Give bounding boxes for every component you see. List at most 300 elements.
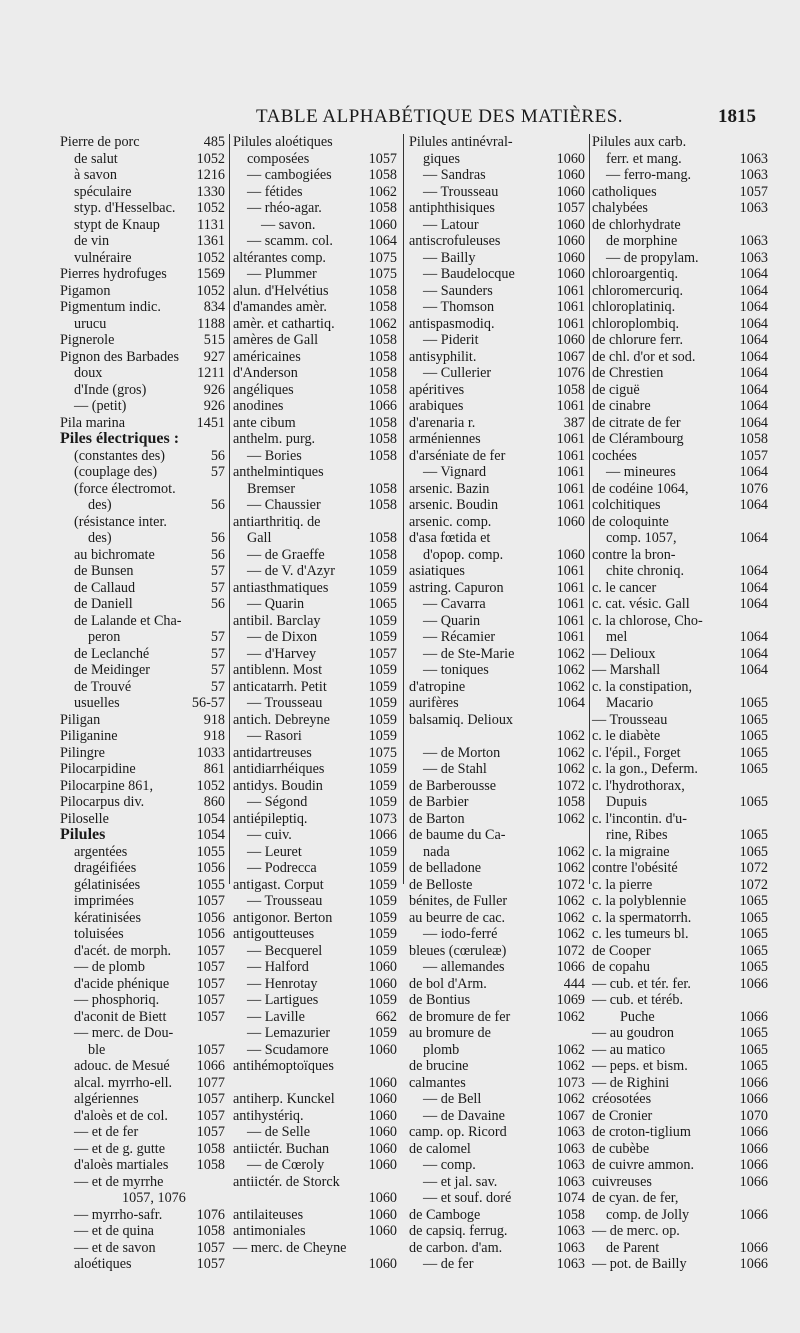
- index-entry: [60, 448, 225, 465]
- index-entry: [60, 530, 225, 547]
- entry-term: anticatarrh. Petit: [233, 678, 327, 695]
- entry-term: c. cat. vésic. Gall: [592, 596, 690, 612]
- index-entry: [409, 1240, 585, 1257]
- entry-term: Pilules aux carb.: [592, 134, 687, 150]
- index-entry: [60, 464, 225, 481]
- index-entry: [592, 332, 768, 349]
- index-entry: [60, 1075, 225, 1092]
- entry-term: bénites, de Fuller: [409, 893, 508, 909]
- entry-term: astring. Capuron: [409, 579, 504, 596]
- index-entry: [592, 316, 768, 333]
- entry-page-ref: 1057: [196, 975, 225, 992]
- entry-term: calmantes: [409, 1074, 466, 1091]
- entry-term: (couplage des): [74, 464, 158, 480]
- entry-page-ref: 1073: [368, 810, 397, 827]
- entry-term: de Barberousse: [409, 777, 497, 794]
- index-entry: [60, 1256, 225, 1273]
- entry-term: de Meidinger: [74, 662, 151, 678]
- index-entry: [60, 778, 225, 795]
- index-entry: [409, 745, 585, 762]
- index-entry: [592, 926, 768, 943]
- entry-term: arméniennes: [409, 431, 481, 447]
- entry-page-ref: 1061: [556, 579, 585, 596]
- entry-term: de Daniell: [74, 596, 133, 612]
- entry-page-ref: 1064: [556, 695, 585, 711]
- index-column-1: [60, 134, 225, 1273]
- index-entry: [592, 745, 768, 762]
- entry-page-ref: 1054: [196, 827, 225, 843]
- entry-page-ref: 926: [203, 398, 225, 414]
- entry-term: d'asa fœtida et: [409, 530, 491, 546]
- entry-term: c. la chlorose, Cho-: [592, 612, 703, 629]
- entry-term: de carbon. d'am.: [409, 1239, 503, 1256]
- index-entry: [409, 646, 585, 663]
- entry-term: Piles électriques :: [60, 430, 180, 447]
- entry-term: — de Righini: [592, 1074, 670, 1091]
- entry-page-ref: 1060: [556, 150, 585, 167]
- index-entry: [233, 382, 397, 399]
- entry-page-ref: 1059: [368, 612, 397, 629]
- entry-page-ref: 1060: [368, 216, 397, 233]
- entry-term: Pilocarpus div.: [60, 794, 145, 810]
- index-entry: [233, 431, 397, 448]
- index-entry: [409, 893, 585, 910]
- index-entry: [592, 662, 768, 679]
- entry-page-ref: 1058: [556, 381, 585, 398]
- entry-page-ref: 1061: [556, 480, 585, 497]
- column-divider: [403, 134, 404, 884]
- index-entry: [60, 877, 225, 894]
- entry-page-ref: 1063: [556, 1239, 585, 1256]
- entry-term: Pilocarpidine: [60, 761, 136, 777]
- entry-page-ref: 1064: [739, 645, 768, 662]
- entry-term: — de Davaine: [423, 1107, 505, 1124]
- entry-page-ref: 56: [210, 447, 225, 464]
- entry-term: antigast. Corput: [233, 876, 324, 893]
- index-entry: [60, 1141, 225, 1158]
- entry-page-ref: 1061: [556, 596, 585, 612]
- entry-page-ref: 1211: [197, 365, 225, 381]
- entry-term: — de fer: [423, 1256, 474, 1272]
- entry-term: — cambogiées: [247, 167, 332, 183]
- entry-term: de chlorhydrate: [592, 216, 681, 233]
- index-entry: [592, 959, 768, 976]
- index-entry: [409, 877, 585, 894]
- entry-term: de Callaud: [74, 579, 136, 596]
- entry-term: arabiques: [409, 398, 464, 414]
- entry-page-ref: 1062: [556, 1058, 585, 1074]
- entry-page-ref: 1058: [368, 200, 397, 216]
- entry-page-ref: 1065: [739, 942, 768, 959]
- entry-term: Dupuis: [606, 794, 647, 810]
- entry-page-ref: 1062: [556, 926, 585, 942]
- index-entry: [60, 547, 225, 564]
- index-entry: [233, 134, 397, 151]
- entry-page-ref: 1072: [556, 777, 585, 794]
- entry-term: — phosphoriq.: [74, 992, 160, 1008]
- index-entry: [592, 497, 768, 514]
- index-entry: [592, 1042, 768, 1059]
- index-entry: [592, 976, 768, 993]
- entry-term: arsenic. Bazin: [409, 480, 490, 497]
- index-entry: [592, 1124, 768, 1141]
- entry-page-ref: 1062: [556, 744, 585, 761]
- entry-term: aloétiques: [74, 1256, 132, 1272]
- entry-term: alcal. myrrho-ell.: [74, 1074, 173, 1091]
- entry-page-ref: 1059: [368, 678, 397, 695]
- entry-page-ref: 1064: [739, 530, 768, 546]
- entry-term: antidys. Boudin: [233, 777, 323, 794]
- index-entry: [592, 992, 768, 1009]
- index-entry: [592, 151, 768, 168]
- entry-page-ref: 861: [203, 761, 225, 777]
- entry-term: — de Dixon: [247, 629, 318, 645]
- index-entry: [60, 233, 225, 250]
- entry-page-ref: 1064: [739, 579, 768, 596]
- entry-page-ref: 1062: [556, 810, 585, 827]
- entry-page-ref: 57: [210, 579, 225, 596]
- entry-term: styp. d'Hesselbac.: [74, 200, 176, 216]
- entry-page-ref: 1073: [556, 1074, 585, 1091]
- entry-page-ref: 57: [210, 662, 225, 678]
- entry-page-ref: 56: [210, 596, 225, 612]
- index-entry: [233, 596, 397, 613]
- entry-term: c. le diabète: [592, 728, 661, 744]
- entry-page-ref: 1060: [368, 1190, 397, 1206]
- entry-term: de bromure de fer: [409, 1008, 511, 1025]
- entry-term: — et de myrrhe: [74, 1173, 164, 1190]
- entry-term: de belladone: [409, 860, 482, 876]
- index-entry: [409, 860, 585, 877]
- index-entry: [592, 646, 768, 663]
- index-entry: [409, 200, 585, 217]
- entry-term: apéritives: [409, 381, 465, 398]
- entry-page-ref: 1060: [368, 1091, 397, 1107]
- index-entry: [233, 250, 397, 267]
- index-entry: [592, 613, 768, 630]
- index-entry: [60, 596, 225, 613]
- entry-term: — de plomb: [74, 959, 145, 975]
- index-entry: [60, 794, 225, 811]
- entry-term: — Récamier: [423, 629, 496, 645]
- entry-term: (force électromot.: [74, 480, 176, 497]
- index-entry: [60, 1108, 225, 1125]
- entry-term: c. l'hydrothorax,: [592, 777, 685, 794]
- entry-page-ref: 1059: [368, 629, 397, 645]
- entry-term: antiasthmatiques: [233, 579, 329, 596]
- index-entry: [592, 794, 768, 811]
- entry-term: — de merc. op.: [592, 1223, 680, 1239]
- entry-page-ref: 1062: [556, 1041, 585, 1058]
- entry-term: de capsiq. ferrug.: [409, 1223, 508, 1239]
- entry-term: antiphthisiques: [409, 200, 495, 216]
- entry-page-ref: 1059: [368, 563, 397, 579]
- index-entry: [233, 349, 397, 366]
- entry-page-ref: 1057: [196, 992, 225, 1008]
- entry-term: — et de quina: [74, 1223, 154, 1239]
- index-entry: [233, 481, 397, 498]
- index-entry: [592, 778, 768, 795]
- entry-page-ref: 1064: [739, 662, 768, 678]
- index-entry: [233, 844, 397, 861]
- entry-page-ref: 387: [563, 414, 585, 431]
- index-entry: [409, 1075, 585, 1092]
- entry-term: — cub. et téréb.: [592, 992, 683, 1008]
- entry-term: cuivreuses: [592, 1173, 652, 1190]
- entry-term: antidiarrhéiques: [233, 761, 325, 777]
- entry-term: comp. de Jolly: [606, 1206, 690, 1223]
- entry-term: de Clérambourg: [592, 431, 684, 447]
- entry-term: usuelles: [74, 695, 120, 711]
- index-entry: [60, 1042, 225, 1059]
- entry-page-ref: 1059: [368, 860, 397, 876]
- entry-term: de morphine: [606, 233, 678, 249]
- entry-term: — merc. de Dou-: [74, 1025, 174, 1041]
- index-entry: [233, 745, 397, 762]
- index-entry: [592, 695, 768, 712]
- index-entry: [60, 1240, 225, 1257]
- entry-term: stypt de Knaup: [74, 216, 160, 233]
- index-entry: [233, 1141, 397, 1158]
- entry-term: — pot. de Bailly: [592, 1256, 687, 1272]
- entry-page-ref: 1064: [368, 233, 397, 249]
- entry-page-ref: 1061: [556, 315, 585, 332]
- entry-page-ref: 1064: [739, 365, 768, 381]
- entry-term: — de Selle: [247, 1124, 311, 1140]
- entry-term: Piloselle: [60, 810, 109, 827]
- entry-page-ref: 1060: [556, 183, 585, 200]
- index-entry: [409, 1091, 585, 1108]
- entry-page-ref: 1065: [368, 596, 397, 612]
- entry-term: imprimées: [74, 893, 134, 909]
- index-entry: [233, 712, 397, 729]
- index-entry: [60, 250, 225, 267]
- index-entry: [592, 877, 768, 894]
- entry-page-ref: 1062: [556, 1091, 585, 1107]
- entry-term: — de Cœroly: [247, 1157, 325, 1173]
- entry-page-ref: 1062: [368, 183, 397, 200]
- entry-term: Pila marina: [60, 414, 126, 431]
- index-entry: [592, 448, 768, 465]
- index-entry: [592, 943, 768, 960]
- entry-term: de vin: [74, 233, 110, 249]
- index-entry: [60, 398, 225, 415]
- index-entry: [60, 151, 225, 168]
- entry-term: anthelm. purg.: [233, 431, 316, 447]
- index-entry: [60, 563, 225, 580]
- entry-page-ref: 1056: [196, 926, 225, 942]
- entry-page-ref: 1052: [196, 777, 225, 794]
- entry-term: Pilules aloétiques: [233, 134, 333, 150]
- index-entry: [592, 728, 768, 745]
- index-entry: [409, 514, 585, 531]
- entry-page-ref: 1076: [739, 480, 768, 497]
- index-entry: [60, 266, 225, 283]
- entry-page-ref: 1061: [556, 629, 585, 645]
- entry-page-ref: 1057: [196, 959, 225, 975]
- entry-page-ref: 1060: [556, 513, 585, 530]
- entry-page-ref: 1065: [739, 1058, 768, 1074]
- entry-term: chloroplombiq.: [592, 315, 680, 332]
- entry-page-ref: 1055: [196, 876, 225, 893]
- entry-term: Pigmentum indic.: [60, 299, 161, 315]
- entry-page-ref: 1069: [556, 992, 585, 1008]
- index-entry: [233, 1091, 397, 1108]
- entry-page-ref: 1057: [196, 1041, 225, 1058]
- entry-term: — Piderit: [423, 332, 479, 348]
- entry-term: — ferro-mang.: [606, 167, 692, 183]
- entry-page-ref: 1064: [739, 596, 768, 612]
- entry-page-ref: 1056: [196, 860, 225, 876]
- index-entry: [233, 398, 397, 415]
- index-entry: [233, 547, 397, 564]
- entry-term: mel: [606, 629, 628, 645]
- index-entry: [60, 745, 225, 762]
- entry-page-ref: 1065: [739, 744, 768, 761]
- entry-term: Puche: [620, 1008, 655, 1025]
- entry-term: — cuiv.: [247, 827, 292, 843]
- entry-term: de Barbier: [409, 794, 469, 810]
- entry-term: de chlorure ferr.: [592, 332, 683, 348]
- index-entry: [409, 167, 585, 184]
- index-entry: [592, 580, 768, 597]
- index-entry: [409, 695, 585, 712]
- index-entry: [409, 497, 585, 514]
- entry-page-ref: 1066: [556, 959, 585, 975]
- index-entry: [409, 926, 585, 943]
- entry-term: de Cooper: [592, 942, 651, 959]
- entry-page-ref: 1058: [556, 794, 585, 810]
- index-entry: [233, 976, 397, 993]
- entry-page-ref: 1059: [368, 695, 397, 711]
- index-entry: [592, 1091, 768, 1108]
- entry-term: ble: [88, 1041, 106, 1058]
- entry-term: c. la pierre: [592, 876, 653, 893]
- column-divider: [229, 134, 230, 884]
- index-entry: [233, 580, 397, 597]
- entry-page-ref: 1064: [739, 332, 768, 348]
- entry-term: catholiques: [592, 183, 657, 200]
- index-entry: [233, 514, 397, 531]
- entry-term: des): [88, 497, 112, 513]
- entry-term: antiictér. de Storck: [233, 1173, 340, 1190]
- index-entry: [60, 679, 225, 696]
- entry-page-ref: 1057: [196, 893, 225, 909]
- index-entry: [233, 910, 397, 927]
- entry-page-ref: 1052: [196, 150, 225, 167]
- entry-term: (constantes des): [74, 447, 166, 464]
- entry-page-ref: 1058: [368, 480, 397, 497]
- index-entry: [592, 1240, 768, 1257]
- entry-term: — Plummer: [247, 266, 317, 282]
- entry-page-ref: 1062: [368, 315, 397, 332]
- entry-term: dragéifiées: [74, 860, 137, 876]
- index-entry: [409, 1025, 585, 1042]
- index-entry: [233, 464, 397, 481]
- index-entry: [409, 151, 585, 168]
- index-entry: [60, 200, 225, 217]
- index-entry: [233, 299, 397, 316]
- entry-page-ref: 1075: [368, 744, 397, 761]
- entry-term: antigoutteuses: [233, 926, 315, 942]
- entry-page-ref: 1055: [196, 843, 225, 860]
- entry-term: de cuivre ammon.: [592, 1157, 695, 1173]
- entry-term: giques: [423, 150, 461, 167]
- entry-page-ref: 1033: [196, 744, 225, 761]
- index-entry: [60, 844, 225, 861]
- index-entry: [60, 580, 225, 597]
- entry-page-ref: 1060: [368, 1074, 397, 1091]
- entry-term: algériennes: [74, 1091, 139, 1107]
- index-entry: [592, 1075, 768, 1092]
- entry-page-ref: 1062: [556, 678, 585, 695]
- entry-page-ref: 1064: [739, 381, 768, 398]
- entry-page-ref: 1058: [196, 1140, 225, 1157]
- entry-term: — Chaussier: [247, 497, 321, 513]
- entry-term: rine, Ribes: [606, 827, 668, 843]
- entry-page-ref: 1060: [368, 959, 397, 975]
- index-column-4: [592, 134, 768, 1273]
- index-entry: [409, 844, 585, 861]
- entry-page-ref: 515: [203, 332, 225, 348]
- entry-term: — Scudamore: [247, 1041, 329, 1058]
- entry-term: — de Graeffe: [247, 546, 325, 563]
- entry-term: antisyphilit.: [409, 348, 477, 365]
- entry-term: — de Ste-Marie: [423, 645, 515, 662]
- entry-page-ref: 1067: [556, 1107, 585, 1124]
- index-entry: [60, 976, 225, 993]
- entry-term: — Quarin: [423, 612, 481, 629]
- entry-term: composées: [247, 150, 310, 167]
- entry-term: — allemandes: [423, 959, 505, 975]
- entry-page-ref: 485: [203, 134, 225, 150]
- index-entry: [233, 794, 397, 811]
- entry-page-ref: 1057: [196, 942, 225, 959]
- entry-term: de Leclanché: [74, 645, 150, 662]
- entry-term: au bromure de: [409, 1025, 491, 1041]
- entry-page-ref: 1060: [368, 1124, 397, 1140]
- entry-term: de Trouvé: [74, 678, 132, 695]
- index-entry: [592, 1141, 768, 1158]
- entry-term: d'arenaria r.: [409, 414, 476, 431]
- entry-term: de cyan. de fer,: [592, 1190, 679, 1206]
- entry-page-ref: 1058: [368, 167, 397, 183]
- entry-page-ref: 1060: [368, 1206, 397, 1223]
- entry-term: Gall: [247, 530, 272, 546]
- entry-page-ref: 1188: [197, 315, 225, 332]
- index-entry: [409, 827, 585, 844]
- entry-page-ref: 57: [210, 563, 225, 579]
- entry-page-ref: 1057: [739, 447, 768, 464]
- entry-term: balsamiq. Delioux: [409, 711, 514, 728]
- entry-term: — Delioux: [592, 645, 656, 662]
- entry-term: cochées: [592, 447, 637, 464]
- entry-term: anodines: [233, 398, 284, 414]
- entry-term: chite chroniq.: [606, 563, 685, 579]
- entry-term: toluisées: [74, 926, 124, 942]
- index-entry: [592, 464, 768, 481]
- index-entry: [592, 217, 768, 234]
- entry-term: antiherp. Kunckel: [233, 1091, 335, 1107]
- entry-page-ref: 57: [210, 645, 225, 662]
- index-entry: [60, 761, 225, 778]
- entry-page-ref: 1065: [739, 711, 768, 728]
- entry-term: de Belloste: [409, 876, 473, 893]
- index-entry: [409, 613, 585, 630]
- entry-term: — de Stahl: [423, 761, 487, 777]
- entry-term: chloroplatiniq.: [592, 299, 676, 315]
- entry-term: bleues (cœruleæ): [409, 942, 507, 959]
